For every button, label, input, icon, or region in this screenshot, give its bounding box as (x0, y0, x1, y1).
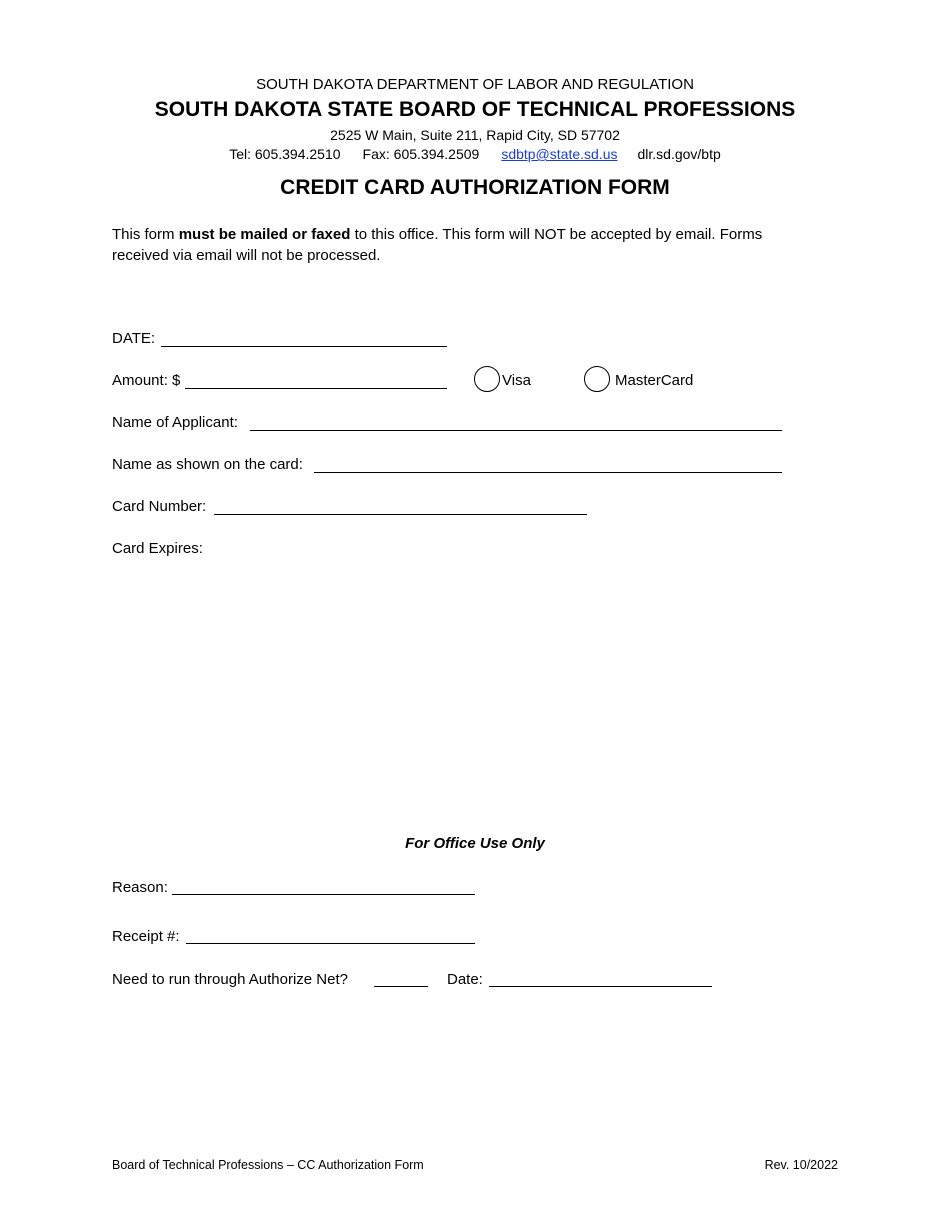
website: dlr.sd.gov/btp (637, 146, 721, 162)
amount-label: Amount: $ (112, 372, 181, 389)
card-number-field[interactable] (214, 514, 587, 515)
footer-revision: Rev. 10/2022 (764, 1158, 838, 1172)
board-name: SOUTH DAKOTA STATE BOARD OF TECHNICAL PROFESSIONS (154, 98, 796, 121)
mastercard-radio[interactable] (584, 366, 610, 392)
office-date-field[interactable] (489, 986, 712, 987)
board-address: 2525 W Main, Suite 211, Rapid City, SD 57702 (330, 127, 620, 143)
contact-line (0, 146, 950, 162)
card-name-label: Name as shown on the card: (112, 456, 303, 473)
card-number-label: Card Number: (112, 498, 207, 515)
applicant-label: Name of Applicant: (112, 414, 238, 431)
intro-prefix: This form (112, 226, 179, 243)
email-link[interactable]: sdbtp@state.sd.us (501, 146, 618, 162)
footer-form-name: Board of Technical Professions – CC Authorization Form (112, 1158, 424, 1172)
department-name: SOUTH DAKOTA DEPARTMENT OF LABOR AND REGULATION (256, 76, 694, 93)
intro-emphasis: must be mailed or faxed (178, 226, 351, 243)
card-expires-label: Card Expires: (112, 540, 203, 557)
reason-field[interactable] (172, 894, 475, 895)
receipt-field[interactable] (186, 943, 475, 944)
form-title: CREDIT CARD AUTHORIZATION FORM (280, 176, 670, 199)
visa-radio[interactable] (474, 366, 500, 392)
mastercard-label: MasterCard (615, 372, 694, 389)
office-date-label: Date: (447, 971, 483, 988)
date-label: DATE: (112, 330, 156, 347)
visa-label: Visa (502, 372, 531, 389)
reason-label: Reason: (112, 879, 168, 896)
amount-field[interactable] (185, 388, 447, 389)
telephone: Tel: 605.394.2510 (229, 146, 341, 162)
office-use-heading: For Office Use Only (405, 835, 545, 852)
card-name-field[interactable] (314, 472, 782, 473)
intro-suffix: to this office. This form will NOT be accepted by email. Forms received via email will not be processed. (112, 226, 763, 264)
authorize-net-field[interactable] (374, 986, 428, 987)
receipt-label: Receipt #: (112, 928, 180, 945)
fax: Fax: 605.394.2509 (362, 146, 480, 162)
intro-paragraph (112, 224, 812, 266)
authorize-net-label: Need to run through Authorize Net? (112, 971, 348, 988)
applicant-name-field[interactable] (250, 430, 782, 431)
date-field[interactable] (161, 346, 447, 347)
